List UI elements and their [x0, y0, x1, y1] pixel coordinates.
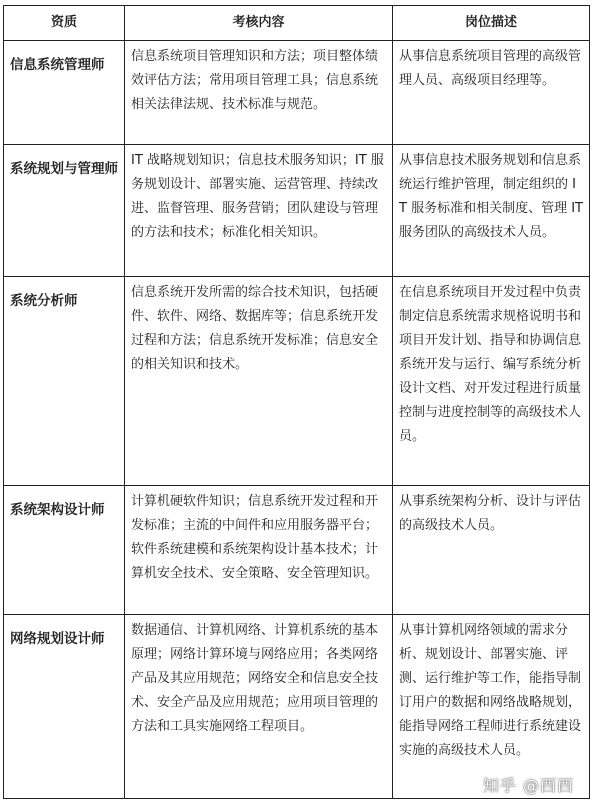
content-cell: 信息系统项目管理知识和方法；项目整体绩效评估方法；常用项目管理工具；信息系统相关法律法规、技术标准与规范。 — [125, 41, 393, 145]
content-cell: 计算机硬软件知识；信息系统开发过程和开发标准；主流的中间件和应用服务器平台；软件系统建模和系统架构设计基本技术；计算机安全技术、安全策略、安全管理知识。 — [125, 486, 393, 615]
description-cell: 从事系统架构分析、设计与评估的高级技术人员。 — [393, 486, 590, 615]
description-cell: 从事计算机网络领域的需求分析、规划设计、部署实施、评测、运行维护等工作，能指导制订用户的数据和网络战略规划，能指导网络工程师进行系统建设实施的高级技术人员。 — [393, 615, 590, 799]
watermark-text: 知乎 @西西 — [482, 776, 574, 795]
qualification-cell: 系统分析师 — [4, 277, 125, 486]
qualification-cell: 系统架构设计师 — [4, 486, 125, 615]
table-header-row — [4, 6, 590, 41]
qualification-table — [3, 5, 590, 799]
table-row — [4, 145, 590, 277]
header-qualification: 资质 — [4, 6, 125, 41]
content-cell: 数据通信、计算机网络、计算机系统的基本原理；网络计算环境与网络应用；各类网络产品及其应用规范；网络安全和信息安全技术、安全产品及应用规范；应用项目管理的方法和工具实施网络工程项目。 — [125, 615, 393, 799]
content-cell: IT 战略规划知识；信息技术服务知识；IT 服务规划设计、部署实施、运营管理、持续改进、监督管理、服务营销；团队建设与管理的方法和技术；标准化相关知识。 — [125, 145, 393, 277]
qualification-cell: 信息系统管理师 — [4, 41, 125, 145]
description-cell: 在信息系统项目开发过程中负责制定信息系统需求规格说明书和项目开发计划、指导和协调信息系统开发与运行、编写系统分析设计文档、对开发过程进行质量控制与进度控制等的高级技术人员。 — [393, 277, 590, 486]
table-row — [4, 615, 590, 799]
table-row — [4, 486, 590, 615]
table-row — [4, 41, 590, 145]
table-row — [4, 277, 590, 486]
header-job-description: 岗位描述 — [393, 6, 590, 41]
description-cell: 从事信息系统项目管理的高级管理人员、高级项目经理等。 — [393, 41, 590, 145]
description-cell: 从事信息技术服务规划和信息系统运行维护管理，制定组织的 IT 服务标准和相关制度、管理 IT 服务团队的高级技术人员。 — [393, 145, 590, 277]
qualification-cell: 系统规划与管理师 — [4, 145, 125, 277]
qualification-cell: 网络规划设计师 — [4, 615, 125, 799]
content-cell: 信息系统开发所需的综合技术知识，包括硬件、软件、网络、数据库等；信息系统开发过程和方法；信息系统开发标准；信息安全的相关知识和技术。 — [125, 277, 393, 486]
header-exam-content: 考核内容 — [125, 6, 393, 41]
